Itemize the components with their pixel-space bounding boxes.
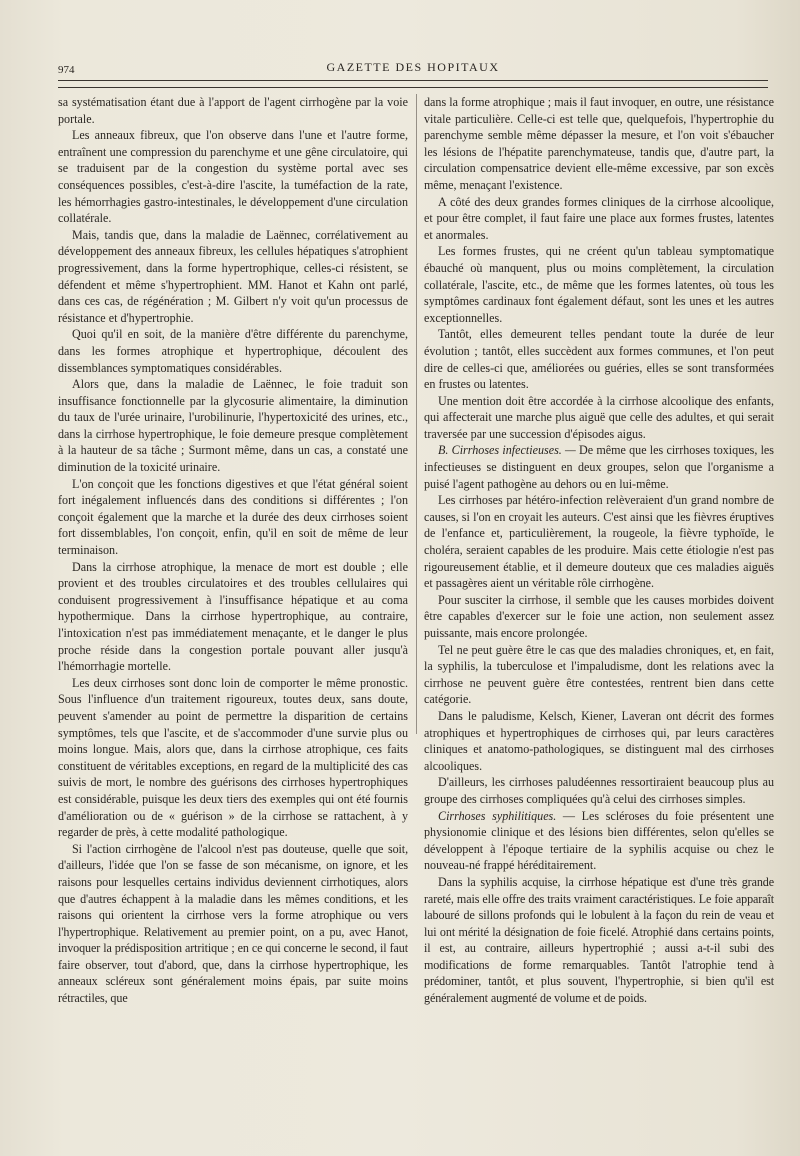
paragraph-infectious-cirrhoses (424, 442, 774, 492)
paragraph: Alors que, dans la maladie de Laënnec, le foie traduit son insuffisance fonctionnelle par la glycosurie alimentaire, la diminution du taux de l'urée urinaire, l'urobilinurie, l'hypertoxicité des urines, etc., dans la cirrhose hypertrophique, le foie demeure presque complètement à la hauteur de sa tâche ; Surmont même, dans un cas, a constaté une diminution de la toxicité urinaire. (58, 377, 408, 475)
paragraph: Une mention doit être accordée à la cirrhose alcoolique des enfants, qui affecterait une marche plus aiguë que celle des adultes, et qui serait traversée par une succession d'épisodes aigus. (424, 393, 774, 441)
paragraph: Les cirrhoses par hétéro-infection relèveraient d'un grand nombre de causes, si l'on en croyait les auteurs. C'est ainsi que les fièvres éruptives de l'enfance et, particulièrement, la rougeole, la fièvre typhoïde, le choléra, seraient capables de les produire. Mais cette étiologie n'est pas rigoureusement établie, et il demeure douteux que ces maladies aiguës et passagères aient un véritable rôle cirrhogène. (424, 493, 774, 591)
paragraph: Pour susciter la cirrhose, il semble que les causes morbides doivent être capables d'exercer sur le foie une action, non seulement assez puissante, mais encore prolongée. (424, 592, 774, 640)
paragraph: dans la forme atrophique ; mais il faut invoquer, en outre, une résistance vitale particulière. Celle-ci est telle que, quelquefois, l'hypertrophie du parenchyme semble même dépasser la mesure, et l'on voit s'ébaucher les lésions de l'hépatite parenchymateuse, tandis que, d'autre part, la circulation compensatrice devient elle-même excessive, par son excès même, menaçant l'existence. (424, 95, 774, 192)
page-header (58, 58, 768, 78)
journal-title: GAZETTE DES HOPITAUX (326, 60, 500, 74)
paragraph: Si l'action cirrhogène de l'alcool n'est pas douteuse, quelle que soit, d'ailleurs, l'idée que l'on se fasse de son mécanisme, on ignore, et les raisons pour lesquelles certains individus deviennent cirrhotiques, alors que d'autres échappent à la maladie dans les mêmes conditions, et les raisons qui orientent la cirrhose vers la forme atrophique ou vers l'hypertrophique. Relativement au premier point, on a pu, avec Hanot, invoquer la prédisposition artritique ; en ce qui concerne le second, il faut faire observer, tout d'abord, que, dans la cirrhose hypertrophique, les anneaux scléreux sont généralement moins épais, par suite moins rétractiles, que (58, 841, 408, 1006)
paragraph: sa systématisation étant due à l'apport de l'agent cirrhogène par la voie portale. (58, 95, 408, 126)
paragraph: D'ailleurs, les cirrhoses paludéennes ressortiraient beaucoup plus au groupe des cirrhoses compliquées qu'à celui des cirrhoses simples. (424, 775, 774, 806)
paragraph: L'on conçoit que les fonctions digestives et que l'état général soient fort inégalement influencés dans des conditions si différentes ; l'on conçoit également que la marche et la durée des deux cirrhoses soient fort dissemblables, l'on conçoit, enfin, qu'il en soit de même de leur terminaison. (58, 476, 408, 558)
paragraph: Tantôt, elles demeurent telles pendant toute la durée de leur évolution ; tantôt, elles succèdent aux formes communes, et l'on peut dire de celles-ci que, améliorées ou guéries, elles se sont transformées en frustes ou latentes. (424, 327, 774, 392)
left-column (58, 94, 408, 1007)
paragraph-text: — Les scléroses du foie présentent une physionomie clinique et des lésions bien différentes, selon qu'elles se développent à l'époque tertiaire de la syphilis acquise ou chez le nouveau-né frappé héréditairement. (424, 808, 774, 873)
paragraph: Quoi qu'il en soit, de la manière d'être différente du parenchyme, dans les formes atrophique et hypertrophique, découlent des dissemblances symptomatiques considérables. (58, 327, 408, 375)
paragraph: Dans la cirrhose atrophique, la menace de mort est double ; elle provient et des troubles circulatoires et des troubles cellulaires qui conduisent progressivement à l'insuffisance hépatique et au coma hypothermique. Dans la cirrhose hypertrophique, au contraire, l'intoxication n'est pas immédiatement menaçante, et le danger le plus proche réside dans la congestion portale pouvant aller jusqu'à l'hémorrhagie mortelle. (58, 559, 408, 674)
column-divider (416, 94, 417, 734)
header-double-rule (58, 80, 768, 88)
paragraph: Dans le paludisme, Kelsch, Kiener, Laveran ont décrit des formes atrophiques et hypertrophiques de cirrhoses qui, par leurs caractères cliniques et anatomo-pathologiques, se distinguent mal des cirrhoses alcooliques. (424, 708, 774, 773)
paragraph-syphilitic-cirrhoses (424, 808, 774, 874)
paragraph: Les formes frustes, qui ne créent qu'un tableau symptomatique ébauché où manquent, plus ou moins complètement, la circulation collatérale, l'ascite, etc., de même que les formes latentes, où tous les symptômes cardinaux font également défaut, sont les unes et les autres exceptionnelles. (424, 244, 774, 325)
right-column (424, 94, 774, 1007)
paragraph: Mais, tandis que, dans la maladie de Laënnec, corrélativement au développement des anneaux fibreux, les cellules hépatiques s'atrophient progressivement, dans la forme hypertrophique, celles-ci résistent, se défendent et même s'hypertrophient. MM. Hanot et Kahn ont parlé, dans ces cas, de régénération ; M. Gilbert n'y voit qu'un processus de résistance et d'hypertrophie. (58, 227, 408, 325)
section-heading-infectious: B. Cirrhoses infectieuses. — (438, 443, 576, 458)
paragraph: Dans la syphilis acquise, la cirrhose hépatique est d'une très grande rareté, mais elle offre des traits vraiment caractéristiques. Le foie apparaît labouré de sillons profonds qui le lobulent à la façon du rein de veau et lui ont mérité la désignation de foie ficelé. Atrophié dans certains points, il est, au contraire, ailleurs hypertrophié ; aussi a-t-il subi des modifications de forme remarquables. Tantôt l'atrophie tend à prédominer, tantôt, et plus souvent, l'hypertrophie, si bien qu'il est généralement augmenté de volume et de poids. (424, 874, 774, 1006)
page-number: 974 (58, 64, 75, 76)
paragraph: Les anneaux fibreux, que l'on observe dans l'une et l'autre forme, entraînent une compression du parenchyme et une gêne circulatoire, qui se traduisent par de la congestion du système portal avec ses conséquences possibles, c'est-à-dire l'ascite, la tuméfaction de la rate, les hémorrhagies gastro-intestinales, le développement d'une circulation collatérale. (58, 128, 408, 226)
paragraph-text: De même que les cirrhoses toxiques, les infectieuses se distinguent en deux groupes, selon que l'organisme a puisé l'agent pathogène au dehors ou en lui-même. (424, 443, 774, 491)
section-heading-syphilitic: Cirrhoses syphilitiques. (438, 808, 557, 823)
paragraph: Les deux cirrhoses sont donc loin de comporter le même pronostic. Sous l'influence d'un traitement rigoureux, toutes deux, sans doute, peuvent s'amender au point de permettre la disparition de certains symptômes, tels que l'ascite, et de s'accommoder d'une survie plus ou moins longue. Mais, alors que, dans la cirrhose atrophique, ces faits constituent de véritables exceptions, en regard de la multiplicité des cas suivis de mort, le nombre des guérisons des cirrhoses hypertrophiques est considérable, puisque les deux tiers des exemples qui ont été fournis d'amélioration ou de « guérison » de la cirrhose se rattachent, à y regarder de près, à cette modalité pathologique. (58, 675, 408, 840)
paragraph: Tel ne peut guère être le cas que des maladies chroniques, et, en fait, la syphilis, la tuberculose et l'impaludisme, dont les relations avec la cirrhose ne peuvent guère être contestées, rentrent bien dans cette catégorie. (424, 642, 774, 707)
paragraph: A côté des deux grandes formes cliniques de la cirrhose alcoolique, et pour être complet, il faut faire une place aux formes frustes, latentes et anormales. (424, 194, 774, 242)
